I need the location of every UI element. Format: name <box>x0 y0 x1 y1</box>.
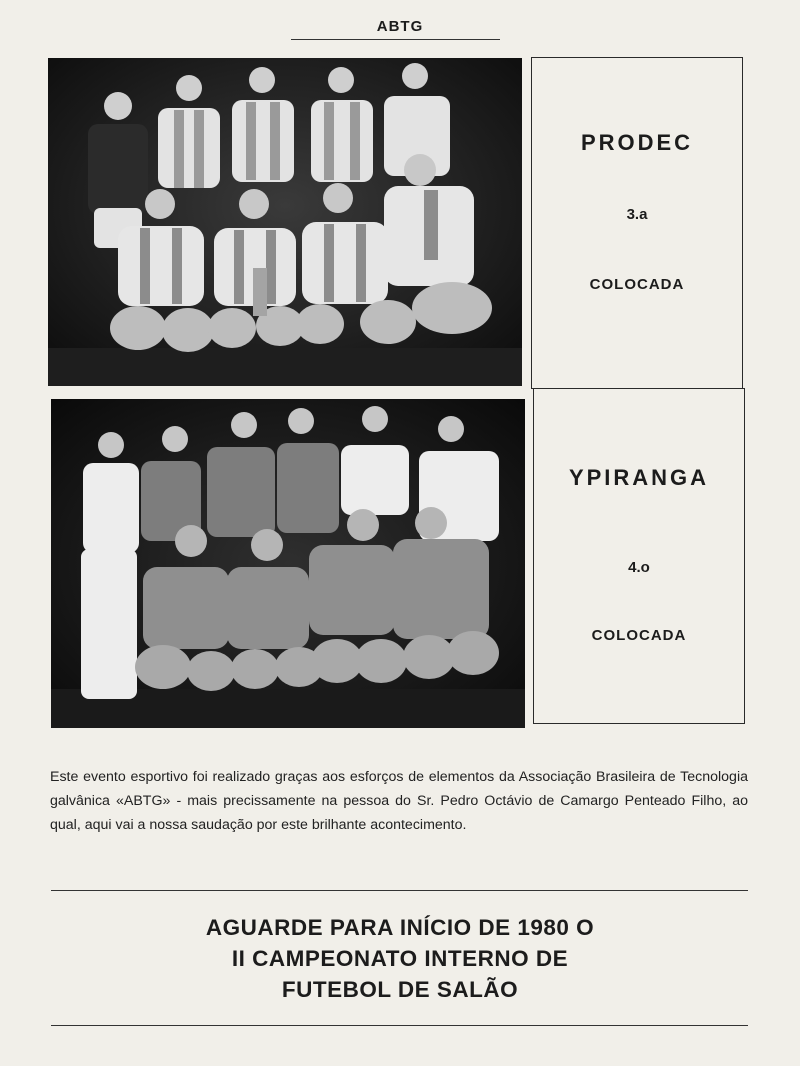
header-underline <box>291 39 500 40</box>
announcement-line: FUTEBOL DE SALÃO <box>281 977 519 1002</box>
team-caption-box-prodec <box>531 57 743 389</box>
team-placing: 4.o <box>628 559 650 576</box>
announcement <box>0 912 800 1005</box>
announcement-line: AGUARDE PARA INÍCIO DE 1980 O <box>205 915 595 940</box>
announcement-line: II CAMPEONATO INTERNO DE <box>231 946 569 971</box>
team-caption-box-ypiranga <box>533 388 745 724</box>
event-description: Este evento esportivo foi realizado graças aos esforços de elementos da Associação Brasileira de Tecnologia galvânica «ABTG» - mais precissamente na pessoa do Sr. Pedro Octávio de Camargo Penteado Filho, ao qual, aqui vai a nossa saudação por este brilhante acontecimento. <box>50 769 748 833</box>
divider-top <box>51 890 748 891</box>
team-name: YPIRANGA <box>568 465 710 490</box>
team-photo-ypiranga <box>51 399 525 728</box>
divider-bottom <box>51 1025 748 1026</box>
page-header: ABTG <box>376 18 424 35</box>
placing-label: COLOCADA <box>591 627 687 644</box>
team-placing: 3.a <box>626 206 648 223</box>
team-photo-prodec <box>48 58 522 386</box>
placing-label: COLOCADA <box>589 276 685 293</box>
team-name: PRODEC <box>580 130 694 155</box>
